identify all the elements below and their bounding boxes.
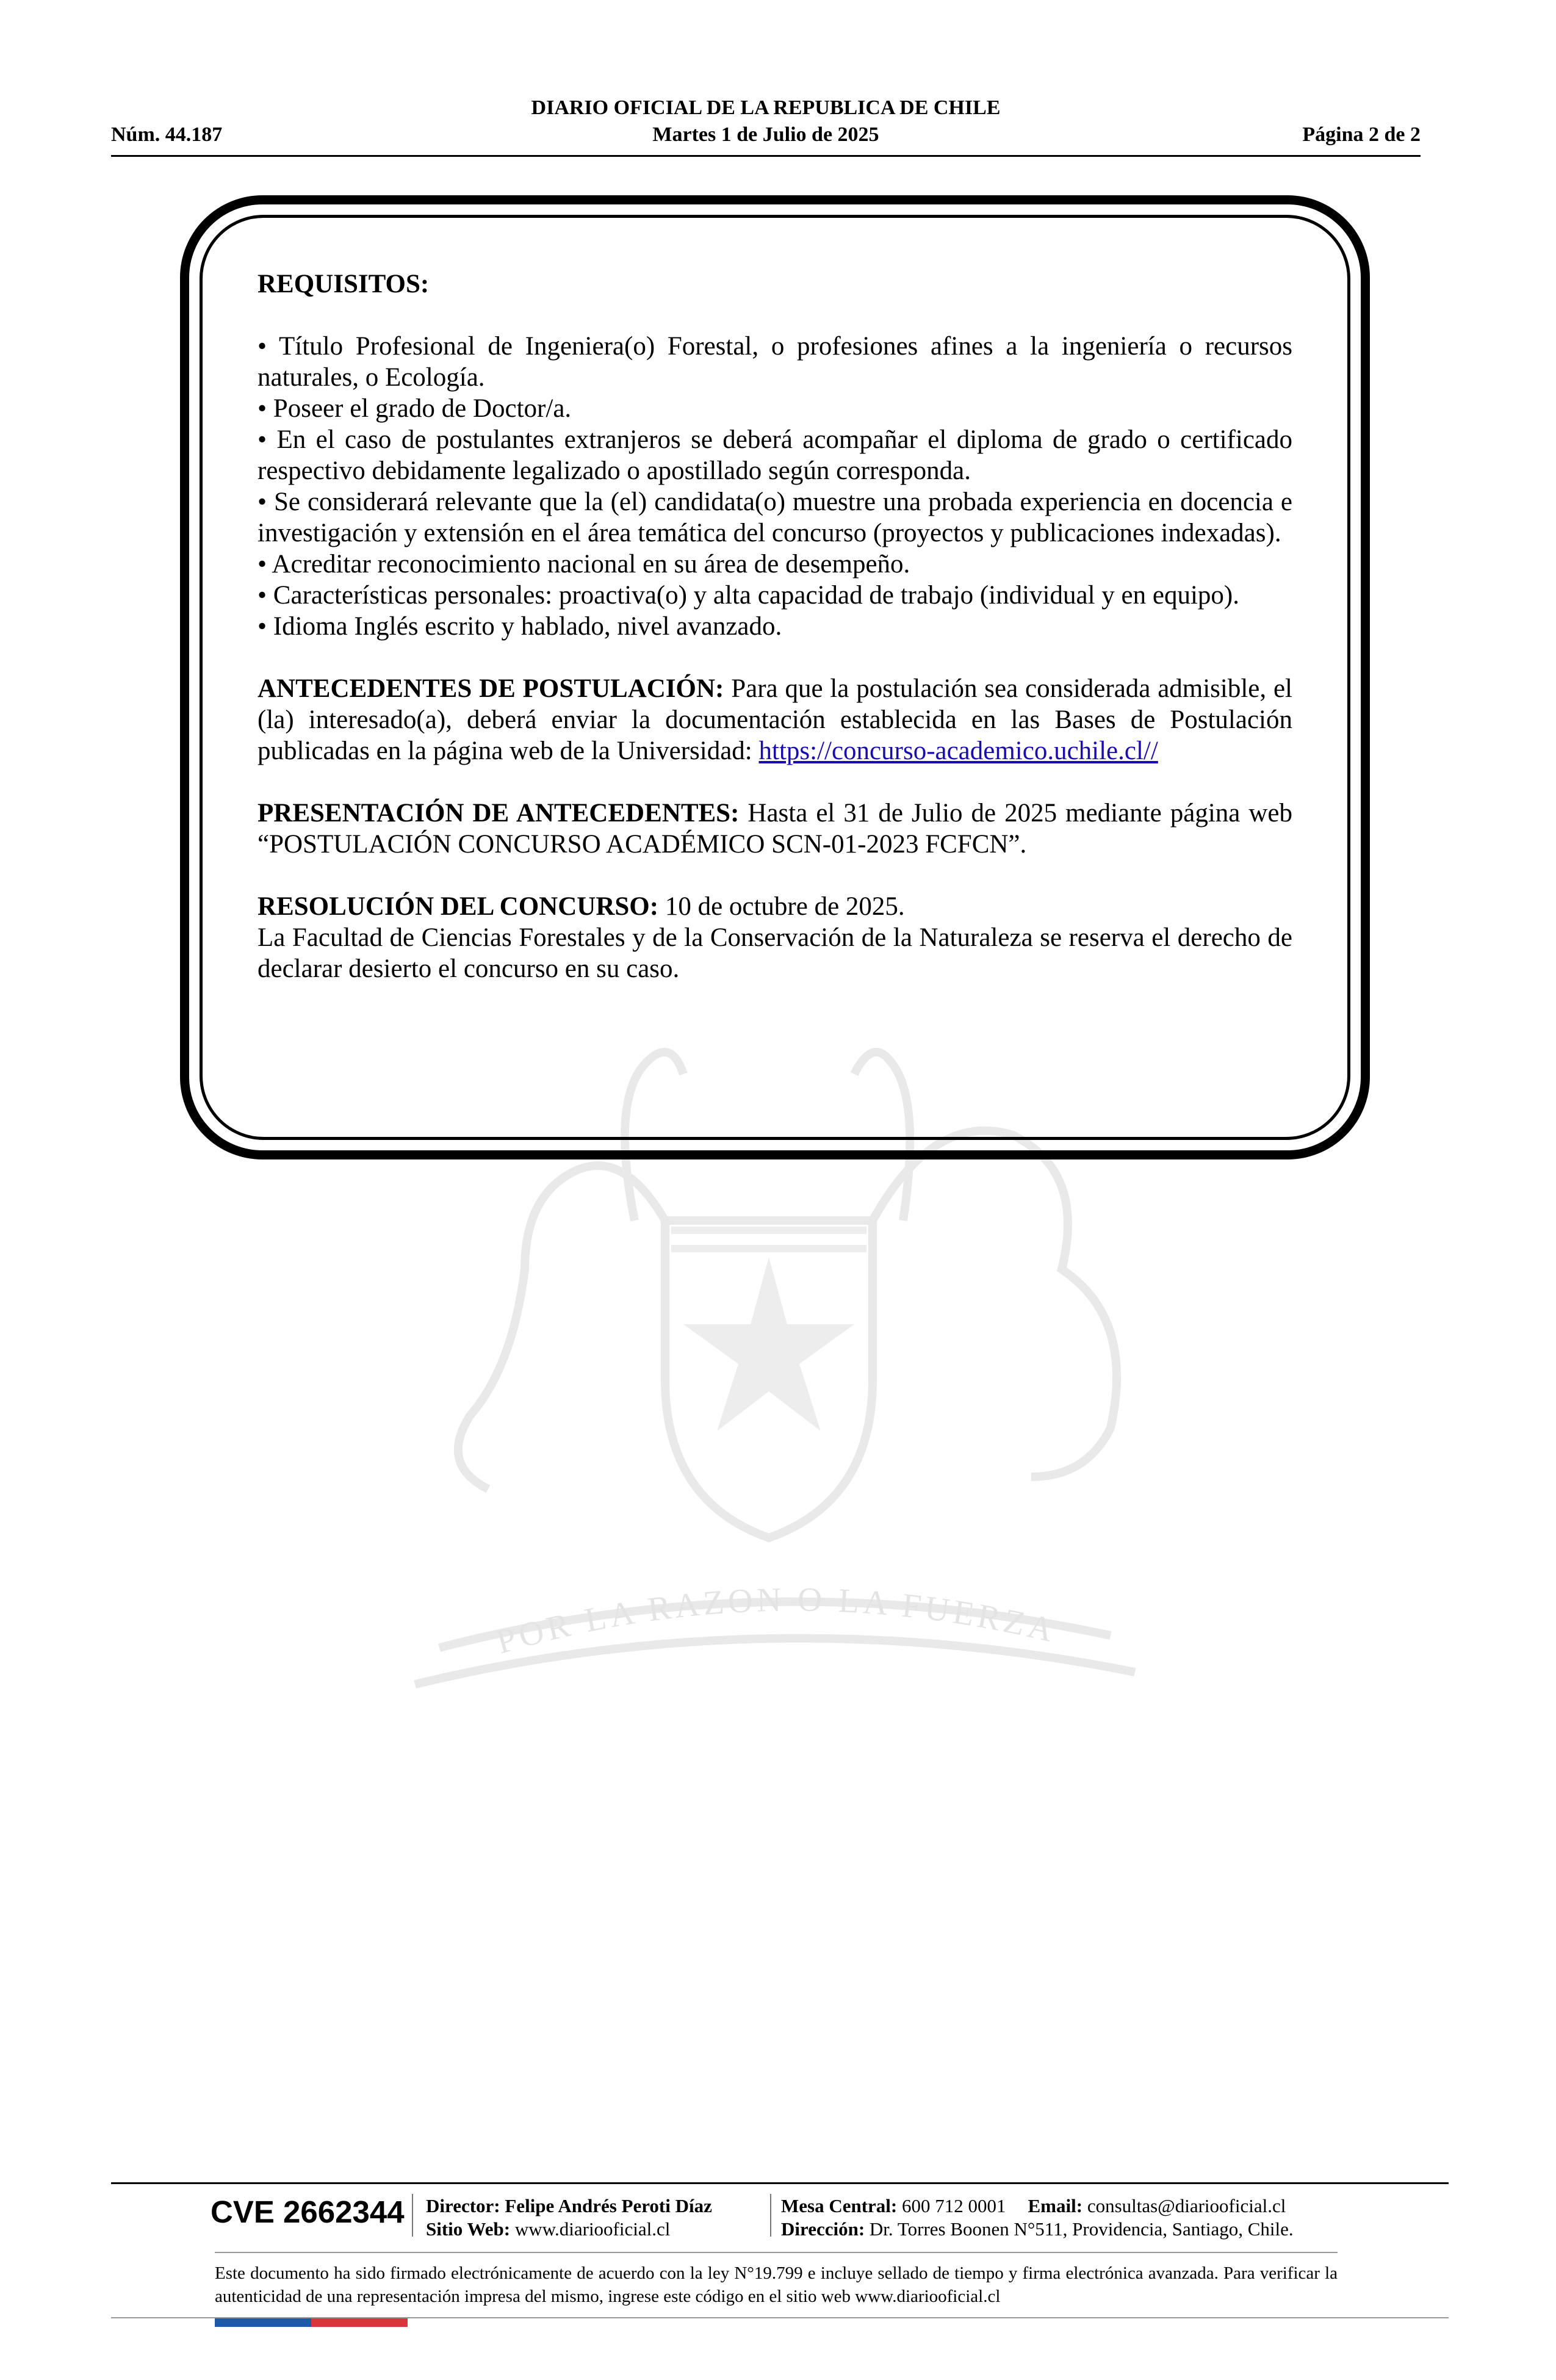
resolucion-paragraph: [258, 891, 1292, 922]
flag-stripe-red: [311, 2318, 408, 2327]
website-link[interactable]: www.diariooficial.cl: [510, 2218, 671, 2240]
announcement-content: [258, 269, 1292, 984]
flag-stripe-blue: [215, 2318, 311, 2327]
university-link[interactable]: https://concurso-academico.uchile.cl//: [758, 737, 1158, 765]
footer-director-block: [426, 2194, 712, 2241]
requisito-item: • Poseer el grado de Doctor/a.: [258, 394, 572, 423]
director-name: Felipe Andrés Peroti Díaz: [500, 2195, 712, 2216]
resolucion-note: La Facultad de Ciencias Forestales y de la Conservación de la Naturaleza se reserva el derecho de declarar desierto el concurso en su caso.: [258, 923, 1292, 983]
director-label: Director:: [426, 2195, 500, 2216]
footer-contact-block: [781, 2194, 1294, 2241]
address-label: Dirección:: [781, 2218, 865, 2240]
email-address[interactable]: consultas@diariooficial.cl: [1082, 2195, 1286, 2216]
resolucion-text: 10 de octubre de 2025.: [658, 892, 905, 921]
email-label: Email:: [1028, 2195, 1083, 2216]
requisito-item: • En el caso de postulantes extranjeros se deberá acompañar el diploma de grado o certificado respectivo debidamente legalizado o apostillado según corresponda.: [258, 425, 1292, 485]
page-indicator: Página 2 de 2: [1302, 123, 1421, 146]
footer-separator: [412, 2194, 413, 2237]
website-label: Sitio Web:: [426, 2218, 511, 2240]
footer-divider-top: [111, 2182, 1449, 2184]
antecedentes-heading: ANTECEDENTES DE POSTULACIÓN:: [258, 674, 724, 703]
header-divider: [111, 155, 1421, 157]
antecedentes-paragraph: [258, 673, 1292, 766]
cve-code: CVE 2662344: [211, 2194, 405, 2229]
legal-notice: Este documento ha sido firmado electrónicamente de acuerdo con la ley N°19.799 e incluye sellado de tiempo y firma electrónica avanzada. Para verificar la autenticidad de una representación impresa del mismo, ingrese este código en el sitio web www.diariooficial.cl: [215, 2263, 1338, 2306]
requisitos-heading: REQUISITOS:: [258, 270, 430, 298]
footer-divider-mid: [215, 2252, 1338, 2253]
motto-text: POR LA RAZON O LA FUERZA: [492, 1581, 1061, 1662]
resolucion-heading: RESOLUCIÓN DEL CONCURSO:: [258, 892, 659, 921]
mesa-label: Mesa Central:: [781, 2195, 898, 2216]
issue-number: Núm. 44.187: [111, 123, 223, 146]
issue-date: Martes 1 de Julio de 2025: [652, 123, 879, 146]
footer-separator: [770, 2194, 771, 2237]
requisito-item: • Características personales: proactiva(o) y alta capacidad de trabajo (individual y en equipo).: [258, 581, 1239, 610]
presentacion-text: Hasta el 31 de Julio de 2025 mediante página web “POSTULACIÓN CONCURSO ACADÉMICO SCN-01-2023 FCFCN”.: [258, 799, 1292, 859]
presentacion-heading: PRESENTACIÓN DE ANTECEDENTES:: [258, 799, 740, 828]
requisito-item: • Idioma Inglés escrito y hablado, nivel avanzado.: [258, 612, 782, 641]
presentacion-paragraph: [258, 798, 1292, 860]
mesa-phone: 600 712 0001: [897, 2195, 1006, 2216]
newspaper-title: DIARIO OFICIAL DE LA REPUBLICA DE CHILE: [531, 96, 1001, 119]
antecedentes-text: Para que la postulación sea considerada admisible, el (la) interesado(a), deberá enviar la documentación establecida en las Bases de Postulación publicadas en la página web de la Universidad:: [258, 674, 1293, 765]
address-text: Dr. Torres Boonen N°511, Providencia, Santiago, Chile.: [865, 2218, 1294, 2240]
requisito-item: • Se considerará relevante que la (el) candidata(o) muestre una probada experiencia en docencia e investigación y extensión en el área temática del concurso (proyectos y publicaciones indexadas).: [258, 488, 1292, 547]
requisito-item: • Título Profesional de Ingeniera(o) Forestal, o profesiones afines a la ingeniería o recursos naturales, o Ecología.: [258, 332, 1292, 392]
requisito-item: • Acreditar reconocimiento nacional en su área de desempeño.: [258, 550, 910, 579]
